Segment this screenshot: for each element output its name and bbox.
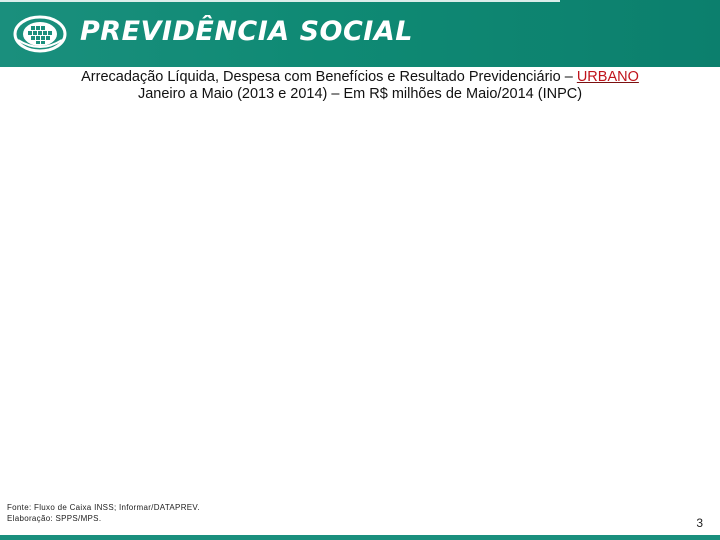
title-line-1-text: Arrecadação Líquida, Despesa com Benefícios e Resultado Previdenciário – — [81, 69, 577, 85]
footnote — [7, 502, 200, 524]
slide-title — [0, 69, 720, 103]
chart-area-empty — [40, 115, 680, 495]
previdencia-social-emblem-icon — [12, 14, 68, 54]
header-bar — [0, 0, 720, 67]
footnote-elaboration: Elaboração: SPPS/MPS. — [7, 514, 102, 523]
bottom-bar — [0, 535, 720, 540]
brand-title: PREVIDÊNCIA SOCIAL — [80, 16, 413, 47]
header-top-line — [0, 0, 560, 2]
title-line-1 — [0, 69, 720, 86]
title-highlight-urbano: URBANO — [576, 69, 639, 85]
page-number: 3 — [696, 516, 703, 530]
title-line-2: Janeiro a Maio (2013 e 2014) – Em R$ milhões de Maio/2014 (INPC) — [137, 86, 583, 102]
footnote-source: Fonte: Fluxo de Caixa INSS; Informar/DATAPREV. — [7, 503, 200, 512]
